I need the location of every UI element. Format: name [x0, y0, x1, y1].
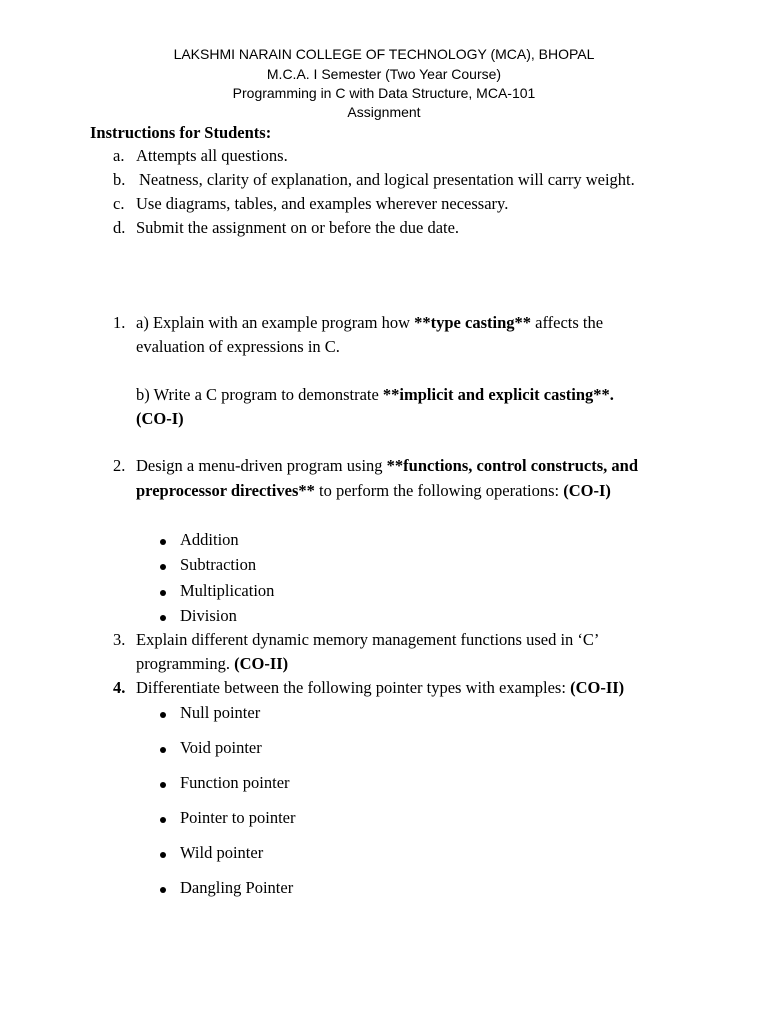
instruction-label-d: d. [113, 218, 126, 237]
instruction-text-a: Attempts all questions. [136, 146, 288, 165]
question-1-number: 1. [113, 313, 126, 332]
question-2-number: 2. [113, 456, 126, 475]
question-1a-line-2: evaluation of expressions in C. [136, 337, 340, 356]
q4-bullet-pointer-to-pointer: Pointer to pointer [180, 808, 296, 827]
q2-bullet-subtraction: Subtraction [180, 555, 257, 574]
course-line: Programming in C with Data Structure, MCA-101 [232, 85, 536, 101]
bullet-icon [160, 782, 166, 788]
question-4-number: 4. [113, 678, 126, 697]
q2-bullet-multiplication: Multiplication [180, 581, 275, 600]
instruction-label-c: c. [113, 194, 125, 213]
q2-bullet-division: Division [180, 606, 237, 625]
bullet-icon [160, 747, 166, 753]
question-1b-line-1: b) Write a C program to demonstrate **implicit and explicit casting**. [136, 385, 614, 404]
question-1-co: (CO-I) [136, 409, 184, 428]
bullet-icon [160, 590, 166, 596]
q2-bullet-addition: Addition [180, 530, 239, 549]
q4-bullet-null-pointer: Null pointer [180, 703, 261, 722]
bullet-icon [160, 615, 166, 621]
q4-bullet-void-pointer: Void pointer [180, 738, 262, 757]
question-4-line-1: Differentiate between the following pointer types with examples: (CO-II) [136, 678, 625, 697]
q4-bullet-function-pointer: Function pointer [180, 773, 290, 792]
instruction-text-d: Submit the assignment on or before the due date. [136, 218, 460, 237]
question-1a-line-1: a) Explain with an example program how **type casting** affects the [136, 313, 604, 332]
instruction-label-b: b. [113, 170, 126, 189]
question-3-line-2: programming. (CO-II) [136, 654, 289, 673]
bullet-icon [160, 887, 166, 893]
q4-bullet-wild-pointer: Wild pointer [180, 843, 264, 862]
question-3-number: 3. [113, 630, 126, 649]
question-3-line-1: Explain different dynamic memory management functions used in ‘C’ [136, 630, 600, 649]
instruction-label-a: a. [113, 146, 125, 165]
bullet-icon [160, 539, 166, 545]
question-2-line-2: preprocessor directives** to perform the following operations: (CO-I) [136, 481, 611, 500]
bullet-icon [160, 564, 166, 570]
bullet-icon [160, 852, 166, 858]
document-type: Assignment [347, 104, 421, 120]
college-name: LAKSHMI NARAIN COLLEGE OF TECHNOLOGY (MCA), BHOPAL [173, 46, 595, 62]
instruction-text-b: Neatness, clarity of explanation, and logical presentation will carry weight. [139, 170, 635, 189]
bullet-icon [160, 817, 166, 823]
bullet-icon [160, 712, 166, 718]
q4-bullet-dangling-pointer: Dangling Pointer [180, 878, 294, 897]
semester-line: M.C.A. I Semester (Two Year Course) [266, 66, 502, 82]
question-2-line-1: Design a menu-driven program using **functions, control constructs, and [136, 456, 638, 475]
instruction-text-c: Use diagrams, tables, and examples wherever necessary. [136, 194, 509, 213]
instructions-title: Instructions for Students: [90, 123, 272, 142]
